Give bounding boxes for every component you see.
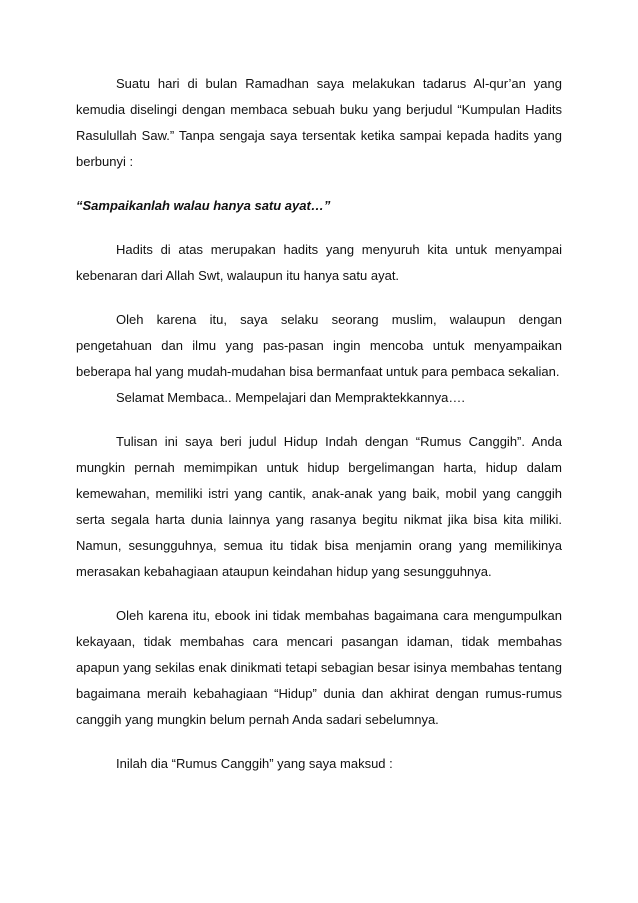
paragraph-closing: Inilah dia “Rumus Canggih” yang saya maksud :: [116, 756, 393, 771]
paragraph-gap: [76, 289, 562, 307]
paragraph-hadith-meaning: Hadits di atas merupakan hadits yang menyuruh kita untuk menyampai kebenaran dari Allah Swt, walaupun itu hanya satu ayat.: [76, 242, 562, 283]
paragraph-purpose: Oleh karena itu, saya selaku seorang muslim, walaupun dengan pengetahuan dan ilmu yang pas-pasan ingin mencoba untuk menyampaikan beberapa hal yang mudah-mudahan bisa bermanfaat untuk para pembaca sekalian.: [76, 312, 562, 379]
paragraph-title-intro: Tulisan ini saya beri judul Hidup Indah dengan “Rumus Canggih”. Anda mungkin pernah memimpikan untuk hidup bergelimangan harta, hidup dalam kemewahan, memiliki istri yang cantik, anak-anak yang baik, mobil yang canggih serta segala harta dunia lainnya yang rasanya begitu nikmat jika bisa kita miliki. Namun, sesungguhnya, semua itu tidak bisa menjamin orang yang memilikinya merasakan kebahagiaan ataupun keindahan hidup yang sesungguhnya.: [76, 434, 562, 579]
paragraph-greeting: Selamat Membaca.. Mempelajari dan Mempraktekkannya….: [116, 390, 465, 405]
paragraph-ebook-scope: Oleh karena itu, ebook ini tidak membahas bagaimana cara mengumpulkan kekayaan, tidak membahas cara mencari pasangan idaman, tidak membahas apapun yang sekilas enak dinikmati tetapi sebagian besar isinya membahas tentang bagaimana meraih kebahagiaan “Hidup” dunia dan akhirat dengan rumus-rumus canggih yang mungkin belum pernah Anda sadari sebelumnya.: [76, 608, 562, 727]
paragraph-intro: Suatu hari di bulan Ramadhan saya melakukan tadarus Al-qur’an yang kemudia diselingi dengan membaca sebuah buku yang berjudul “Kumpulan Hadits Rasulullah Saw.” Tanpa sengaja saya tersentak ketika sampai kepada hadits yang berbunyi :: [76, 76, 562, 169]
document-page: [76, 71, 562, 777]
paragraph-gap: [76, 219, 562, 237]
paragraph-gap: [76, 585, 562, 603]
hadith-quote: “Sampaikanlah walau hanya satu ayat…”: [76, 198, 331, 213]
paragraph-gap: [76, 175, 562, 193]
paragraph-gap: [76, 733, 562, 751]
paragraph-gap: [76, 411, 562, 429]
